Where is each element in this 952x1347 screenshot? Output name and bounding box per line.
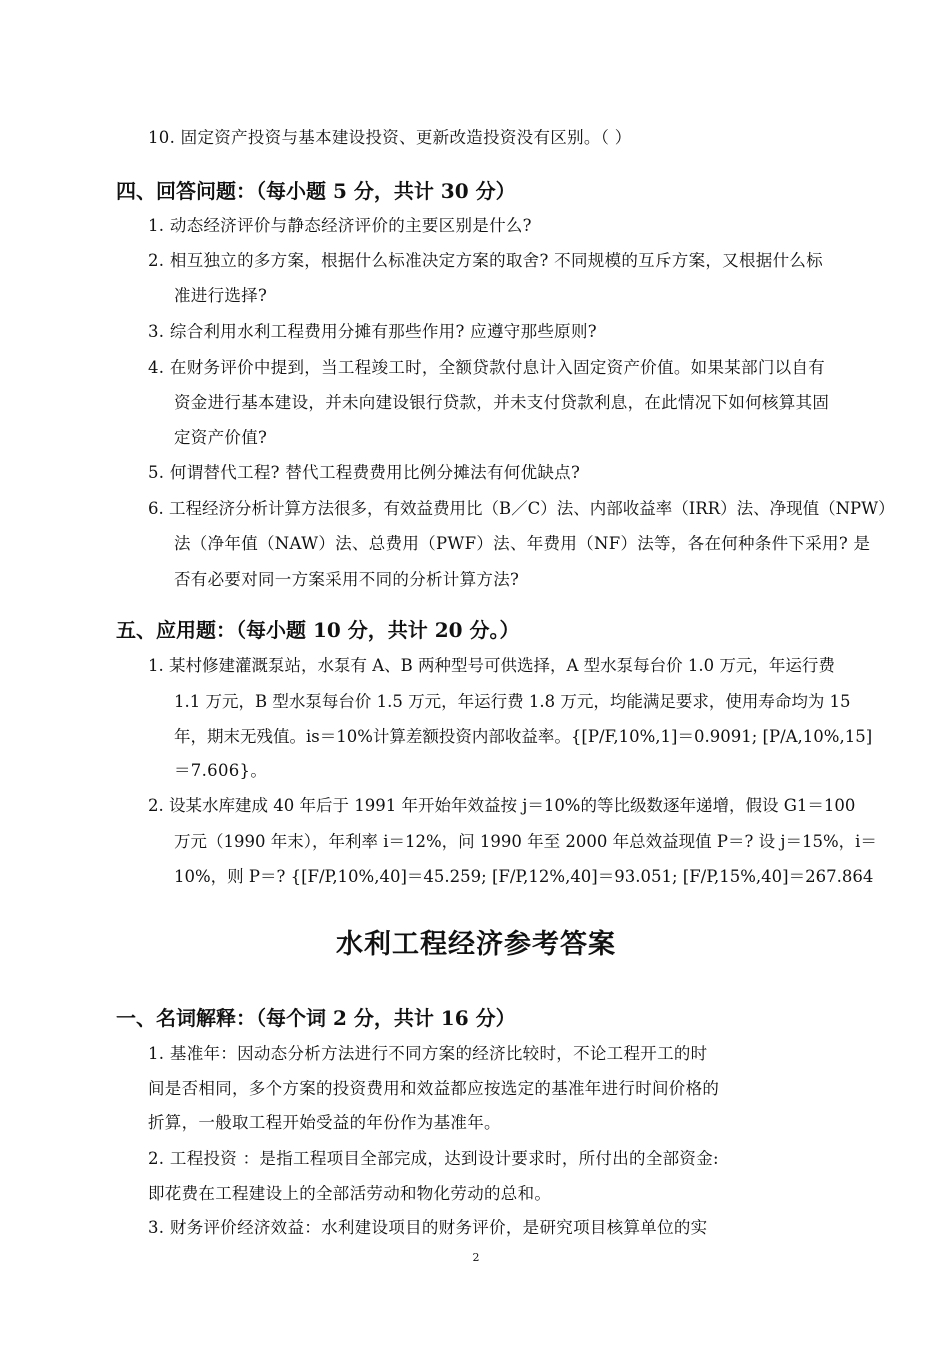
s5-line: 2. 设某水库建成 40 年后于 1991 年开始年效益按 j＝10%的等比级数逐年递增，假设 G1＝100: [148, 796, 856, 815]
s4-line: 否有必要对同一方案采用不同的分析计算方法?: [174, 570, 520, 589]
question-10: 10. 固定资产投资与基本建设投资、更新改造投资没有区别。（ ）: [148, 128, 632, 147]
answer-line: 2. 工程投资 ：是指工程项目全部完成，达到设计要求时，所付出的全部资金:: [148, 1149, 719, 1168]
s4-line: 定资产价值?: [174, 428, 268, 447]
s4-line: 1. 动态经济评价与静态经济评价的主要区别是什么?: [148, 216, 532, 235]
s5-line: 1.1 万元，B 型水泵每台价 1.5 万元，年运行费 1.8 万元，均能满足要求，使用寿命均为 15: [174, 692, 851, 711]
answer-line: 1. 基准年：因动态分析方法进行不同方案的经济比较时，不论工程开工的时: [148, 1044, 708, 1063]
s5-line: ＝7.606}。: [174, 761, 268, 780]
s4-line: 3. 综合利用水利工程费用分摊有那些作用? 应遵守那些原则?: [148, 322, 597, 341]
s4-line: 资金进行基本建设，并未向建设银行贷款，并未支付贷款利息，在此情况下如何核算其固: [174, 393, 830, 412]
s4-line: 5. 何谓替代工程? 替代工程费费用比例分摊法有何优缺点?: [148, 463, 581, 482]
section-4-heading: 四、回答问题：（每小题 5 分，共计 30 分）: [116, 179, 516, 203]
s4-line: 准进行选择?: [174, 286, 268, 305]
answers-title: 水利工程经济参考答案: [336, 929, 616, 960]
section-5-heading: 五、应用题：（每小题 10 分，共计 20 分。）: [116, 618, 520, 642]
s4-line: 6. 工程经济分析计算方法很多，有效益费用比（B／C）法、内部收益率（IRR）法、净现值（NPW）: [148, 499, 895, 518]
s5-line: 10%，则 P＝? {[F/P,10%,40]＝45.259; [F/P,12%,40]＝93.051; [F/P,15%,40]＝267.864: [174, 867, 874, 886]
answer-line: 3. 财务评价经济效益：水利建设项目的财务评价，是研究项目核算单位的实: [148, 1218, 708, 1237]
page-number: 2: [472, 1251, 480, 1264]
answers-section-1-heading: 一、名词解释：（每个词 2 分，共计 16 分）: [116, 1006, 516, 1030]
s4-line: 法（净年值（NAW）法、总费用（PWF）法、年费用（NF）法等，各在何种条件下采用? 是: [174, 534, 871, 553]
s4-line: 4. 在财务评价中提到，当工程竣工时，全额贷款付息计入固定资产价值。如果某部门以自有: [148, 358, 826, 377]
s4-line: 2. 相互独立的多方案，根据什么标准决定方案的取舍? 不同规模的互斥方案，又根据什么标: [148, 251, 823, 270]
answer-line: 间是否相同，多个方案的投资费用和效益都应按选定的基准年进行时间价格的: [148, 1079, 720, 1098]
s5-line: 年，期末无残值。is＝10%计算差额投资内部收益率。{[P/F,10%,1]＝0.9091; [P/A,10%,15]: [174, 727, 873, 746]
s5-line: 1. 某村修建灌溉泵站，水泵有 A、B 两种型号可供选择，A 型水泵每台价 1.0 万元，年运行费: [148, 656, 835, 675]
answer-line: 折算，一般取工程开始受益的年份作为基准年。: [148, 1113, 501, 1132]
s5-line: 万元（1990 年末），年利率 i＝12%，问 1990 年至 2000 年总效益现值 P＝? 设 j＝15%，i＝: [174, 832, 877, 851]
answer-line: 即花费在工程建设上的全部活劳动和物化劳动的总和。: [148, 1184, 552, 1203]
